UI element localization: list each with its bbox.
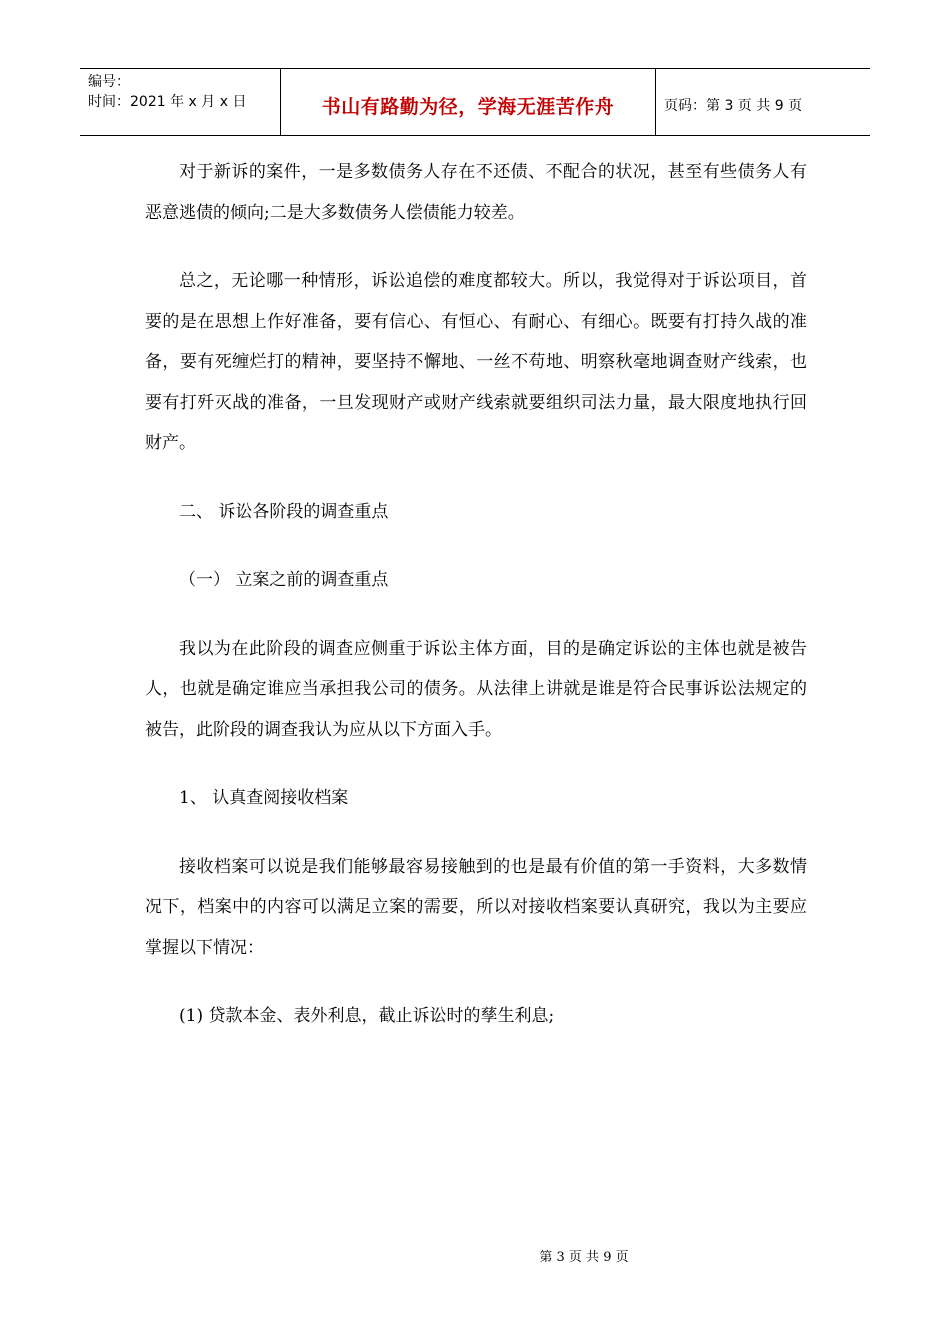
header-meta [80, 69, 281, 135]
item-heading-1: 1、 认真查阅接收档案 [179, 788, 349, 808]
paragraph-archives: 接收档案可以说是我们能够最容易接触到的也是最有价值的第一手资料，大多数情况下，档案中的内容可以满足立案的需要，所以对接收档案要认真研究，我以为主要应掌握以下情况： [145, 856, 807, 958]
document-number: 编号： [88, 74, 130, 90]
header-motto: 书山有路勤为径，学海无涯苦作舟 [321, 95, 615, 118]
paragraph-pre-filing: 我以为在此阶段的调查应侧重于诉讼主体方面，目的是确定诉讼的主体也就是被告人，也就是确定谁应当承担我公司的债务。从法律上讲就是谁是符合民事诉讼法规定的被告，此阶段的调查我认为应从以下方面入手。 [145, 638, 807, 740]
section-heading-2: 二、 诉讼各阶段的调查重点 [179, 501, 389, 522]
header-motto-cell [281, 69, 656, 135]
subsection-heading-1: （一） 立案之前的调查重点 [179, 570, 389, 590]
page-footer: 第 3 页 共 9 页 [539, 1250, 629, 1265]
document-date: 时间：2021 年 x 月 x 日 [88, 94, 247, 110]
document-body [145, 152, 807, 1065]
header-page-code: 页码：第 3 页 共 9 页 [664, 98, 803, 114]
page-header [80, 68, 870, 136]
list-item-1: (1) 贷款本金、表外利息，截止诉讼时的孳生利息; [179, 1006, 555, 1026]
paragraph-new-cases: 对于新诉的案件，一是多数债务人存在不还债、不配合的状况，甚至有些债务人有恶意逃债的倾向;二是大多数债务人偿债能力较差。 [145, 162, 807, 223]
paragraph-summary: 总之，无论哪一种情形，诉讼追偿的难度都较大。所以，我觉得对于诉讼项目，首要的是在思想上作好准备，要有信心、有恒心、有耐心、有细心。既要有打持久战的准备，要有死缠烂打的精神，要坚持不懈地、一丝不苟地、明察秋毫地调查财产线索，也要有打歼灭战的准备，一旦发现财产或财产线索就要组织司法力量，最大限度地执行回财产。 [145, 271, 807, 453]
